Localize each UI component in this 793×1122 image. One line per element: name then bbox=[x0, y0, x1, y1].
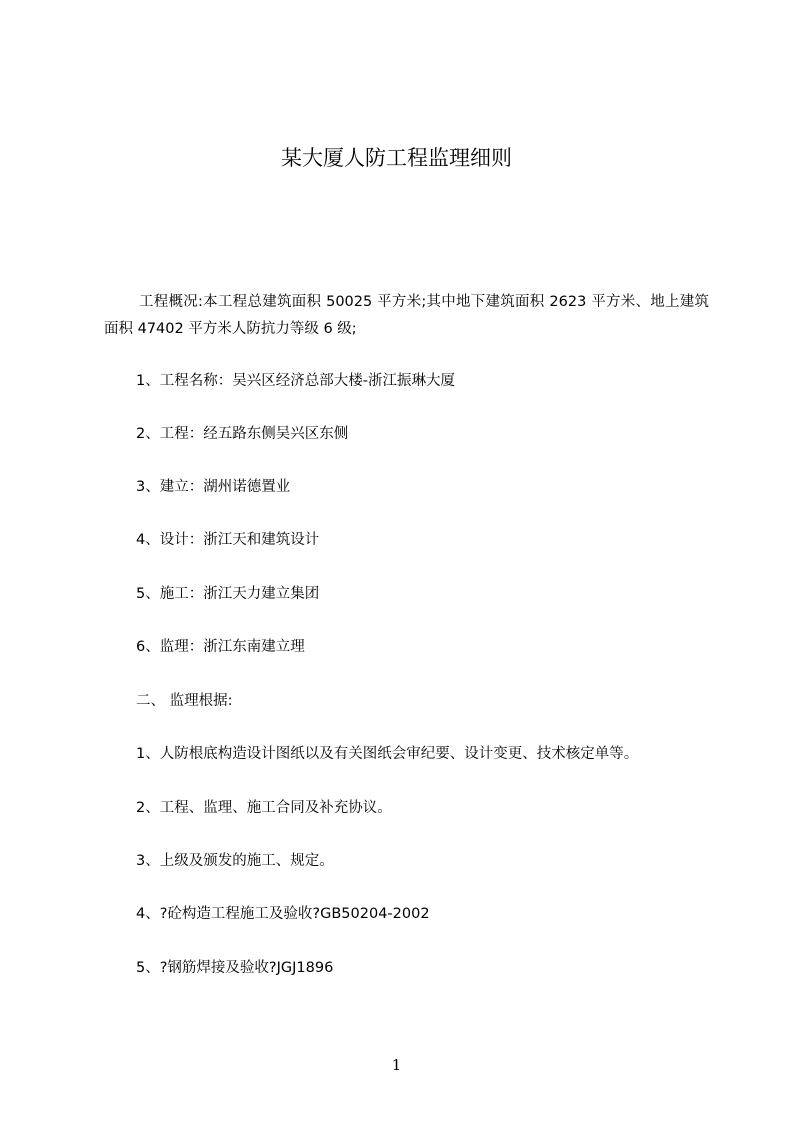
developer-line: 3、建立：湖州诺德置业 bbox=[136, 479, 291, 495]
document-title: 某大厦人防工程监理细则 bbox=[281, 146, 512, 170]
page-number: 1 bbox=[391, 1056, 402, 1074]
basis-item-contracts: 2、工程、监理、施工合同及补充协议。 bbox=[136, 800, 392, 816]
basis-item-regulations: 3、上级及颁发的施工、规定。 bbox=[136, 853, 334, 869]
section-heading-supervision-basis: 二、 监理根据: bbox=[136, 693, 233, 709]
basis-item-welding-standard: 5、?钢筋焊接及验收?JGJ1896 bbox=[136, 960, 334, 976]
project-location-line: 2、工程：经五路东侧吴兴区东侧 bbox=[136, 426, 349, 442]
designer-line: 4、设计：浙江天和建筑设计 bbox=[136, 532, 320, 548]
supervisor-line: 6、监理：浙江东南建立理 bbox=[136, 639, 305, 655]
project-name-line: 1、工程名称：吴兴区经济总部大楼-浙江振琳大厦 bbox=[136, 373, 455, 389]
project-overview-paragraph: 工程概况:本工程总建筑面积 50025 平方米;其中地下建筑面积 2623 平方米、地上建筑面积 47402 平方米人防抗力等级 6 级; bbox=[104, 294, 709, 337]
basis-item-concrete-standard: 4、?砼构造工程施工及验收?GB50204-2002 bbox=[136, 906, 430, 922]
contractor-line: 5、施工：浙江天力建立集团 bbox=[136, 586, 320, 602]
basis-item-design-drawings: 1、人防根底构造设计图纸以及有关图纸会审纪要、设计变更、技术核定单等。 bbox=[136, 746, 639, 762]
